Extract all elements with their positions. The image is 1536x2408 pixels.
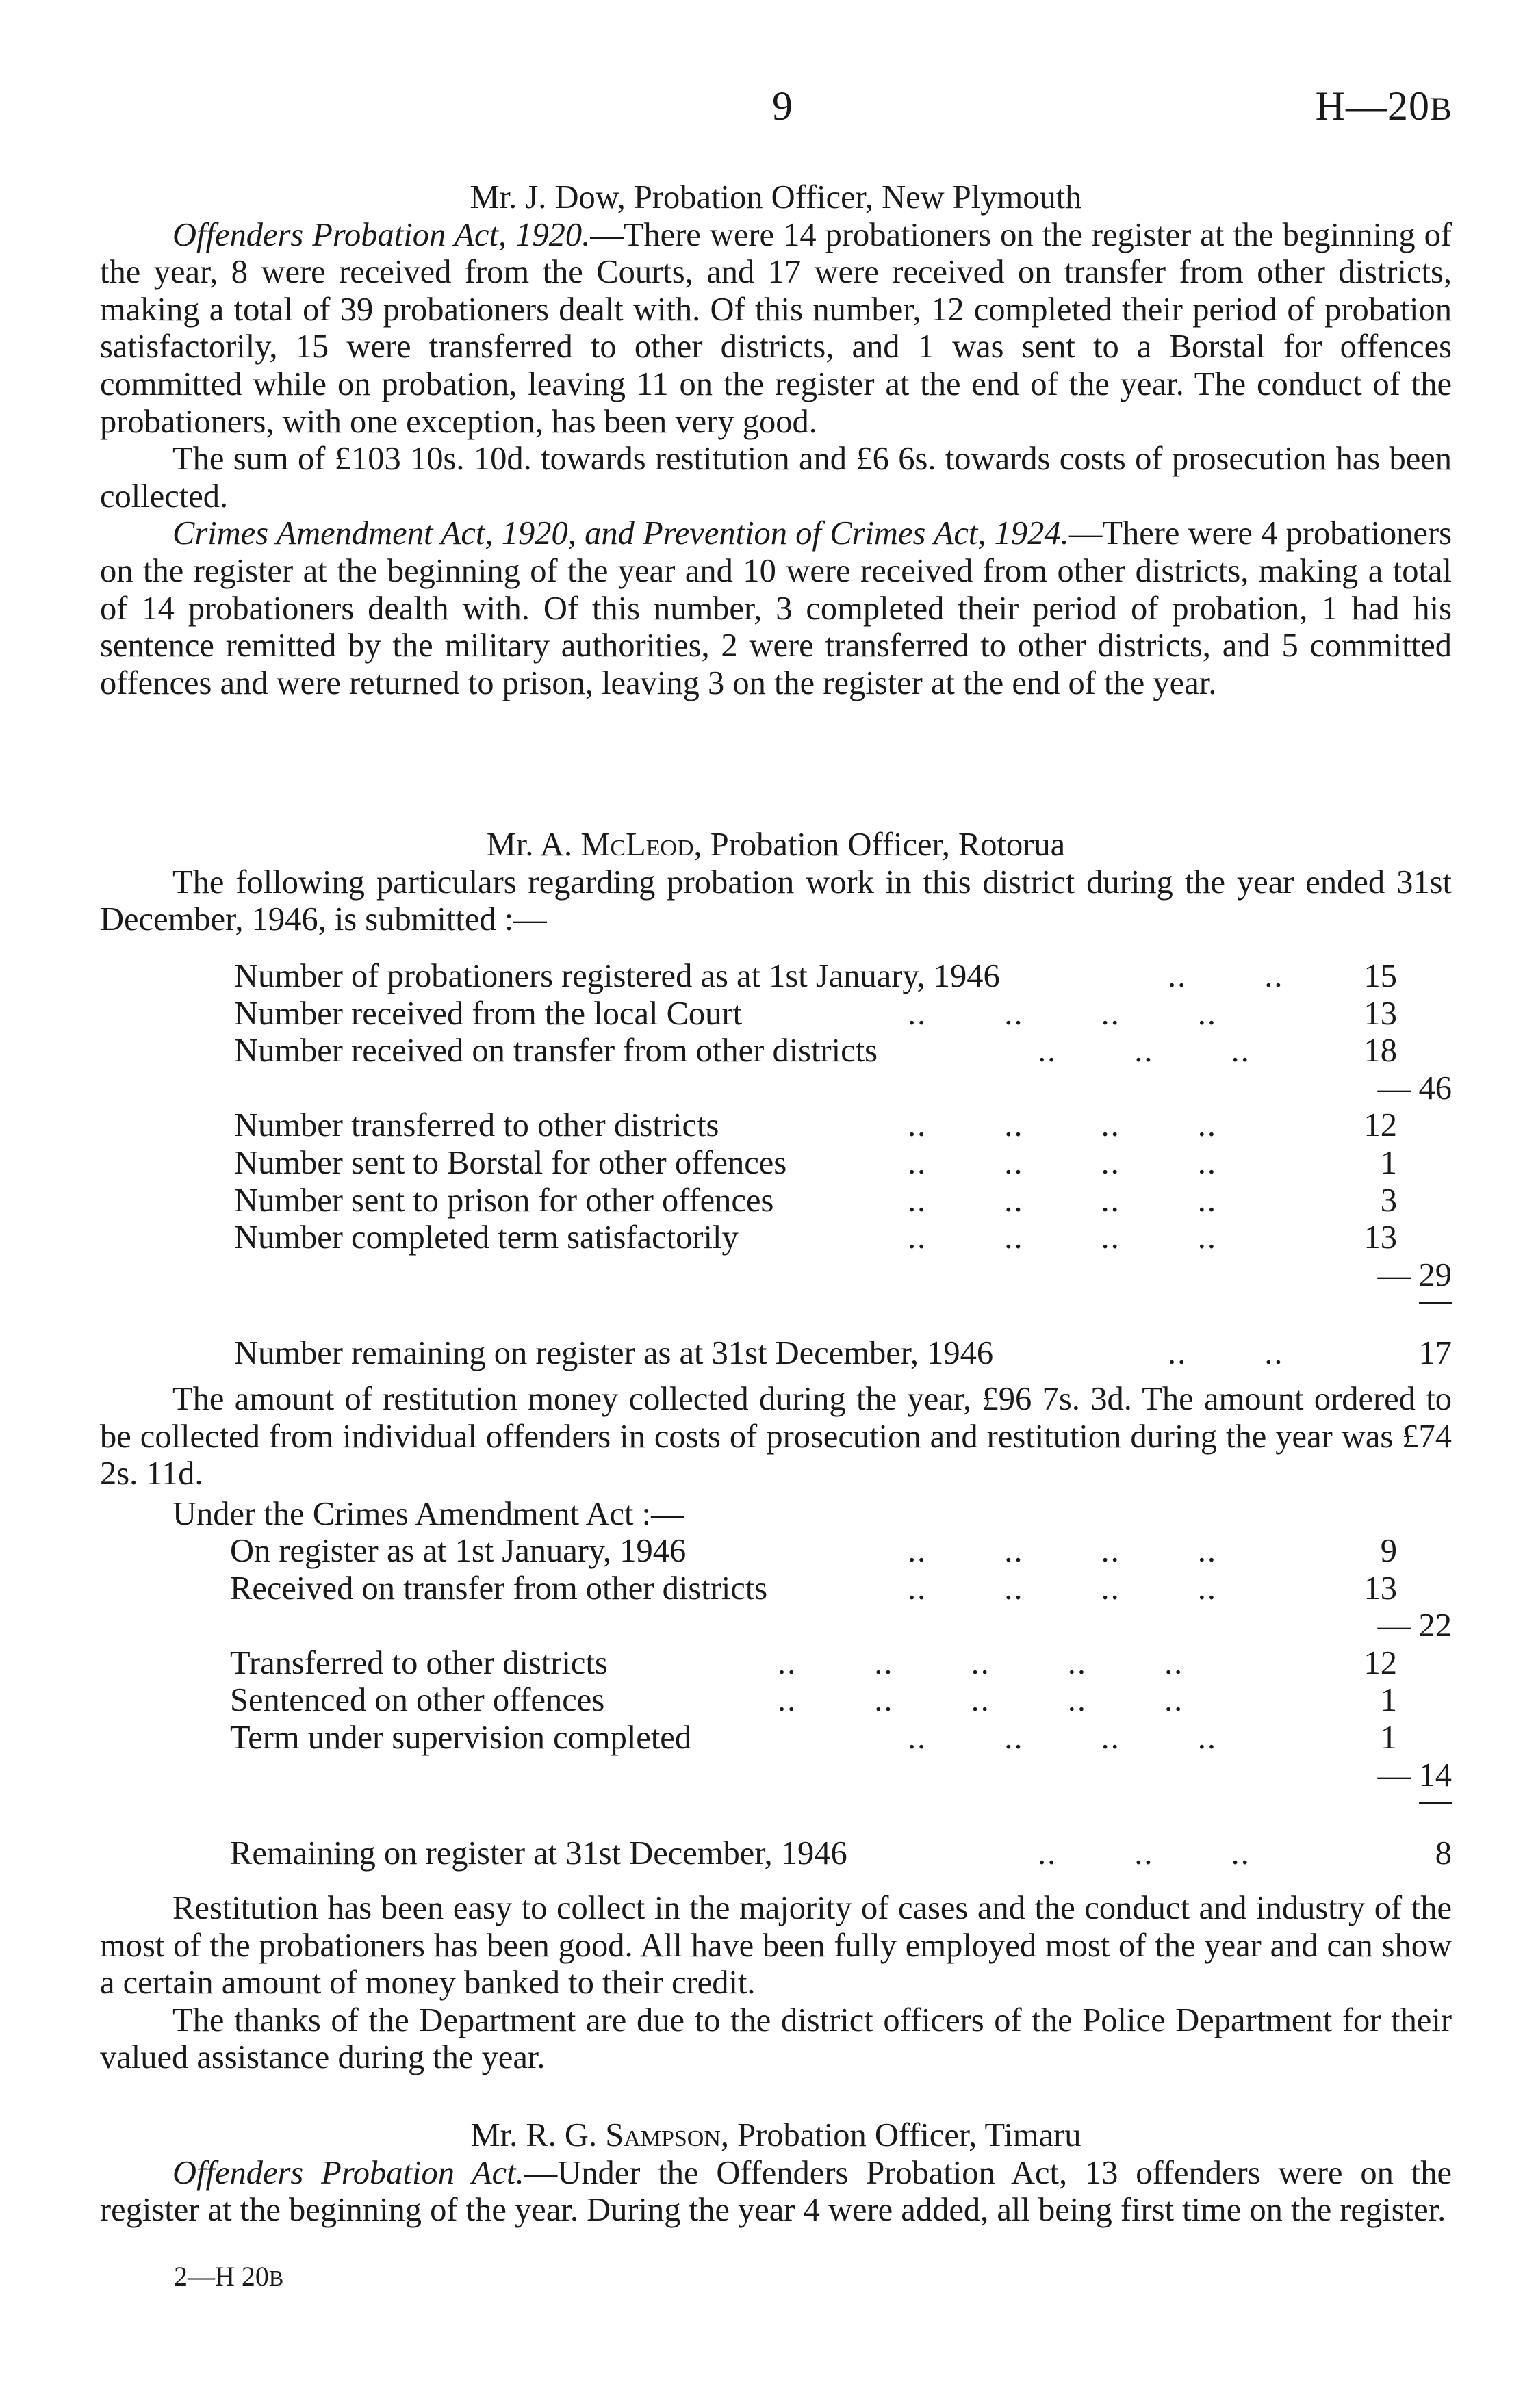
act-title: Offenders Probation Act. bbox=[172, 2154, 524, 2191]
row-label: Number sent to Borstal for other offences bbox=[234, 1144, 787, 1181]
page-number: 9 bbox=[772, 83, 793, 129]
row-value: 3 bbox=[1380, 1182, 1397, 1219]
heading-suffix: , Probation Officer, Rotorua bbox=[693, 827, 1066, 863]
paragraph-text: —Under the Offenders Probation Act, 13 offenders were on the register at the beginning of the year. During the year 4 were added, all being first time on the register. bbox=[100, 2154, 1452, 2229]
paragraph-dow-crimes-act bbox=[100, 515, 1452, 702]
table-row: Number received on transfer from other districts .. .. .. 18 bbox=[234, 1033, 1397, 1070]
officer-name: McLeod bbox=[580, 827, 694, 863]
table-row: Number sent to Borstal for other offences .. .. .. .. 1 bbox=[234, 1144, 1397, 1181]
subtotal-out: 29 bbox=[1418, 1256, 1452, 1293]
heading-prefix: Mr. A. bbox=[486, 827, 581, 863]
row-label: Number completed term satisfactorily bbox=[234, 1219, 739, 1256]
subtotal-in: 22 bbox=[1418, 1607, 1452, 1644]
footer-code-main: 2—H 20 bbox=[174, 2261, 269, 2292]
table-rule-row bbox=[100, 1794, 1452, 1835]
officer-name: Sampson bbox=[605, 2117, 721, 2153]
table-row: On register as at 1st January, 1946 .. .. .. .. 9 bbox=[230, 1533, 1397, 1569]
row-value: 18 bbox=[1364, 1033, 1397, 1070]
total-rule bbox=[1419, 1302, 1452, 1304]
paragraph-text: —There were 14 probationers on the register at the beginning of the year, 8 were received from the Courts, and 17 were received on transfer from other districts, making a total of 39 probationers dealt with. Of this number, 12 completed their period of probation satisfactorily, 15 were transferred to other districts, and 1 was sent to a Borstal for offences committed while on probation, leaving 11 on the register at the end of the year. The conduct of the probationers, with one exception, has been very good. bbox=[100, 216, 1452, 440]
table-row: Term under supervision completed .. .. .. .. 1 bbox=[230, 1719, 1397, 1756]
row-value: 1 bbox=[1380, 1719, 1397, 1756]
document-code-main: H—20 bbox=[1315, 83, 1430, 129]
footer-code-suffix: B bbox=[268, 2266, 284, 2290]
paragraph-text: —There were 4 probationers on the register at the beginning of the year and 10 were received from other districts, making a total of 14 probationers dealth with. Of this number, 3 completed their period of probation, 1 had his sentence remitted by the military authorities, 2 were transferred to other districts, and 5 committed offences and were returned to prison, leaving 3 on the register at the end of the year. bbox=[100, 515, 1452, 701]
section-mcleod-restitution bbox=[100, 1381, 1452, 1533]
paragraph-restitution: The amount of restitution money collected during the year, £96 7s. 3d. The amount ordered to be collected from individual offenders in costs of prosecution and restitution during the year was £74 2s. 11d. bbox=[100, 1381, 1452, 1492]
remaining-value: 8 bbox=[1435, 1835, 1452, 1872]
table-subtotal-row: — 14 bbox=[1377, 1757, 1452, 1794]
table-row: Number transferred to other districts .. .. .. .. 12 bbox=[234, 1107, 1397, 1144]
row-label: Sentenced on other offences bbox=[230, 1682, 605, 1719]
paragraph-conduct: Restitution has been easy to collect in the majority of cases and the conduct and industry of the most of the probationers has been good. All have been fully employed most of the year and can show a certain amount of money banked to their credit. bbox=[100, 1890, 1452, 2002]
row-label: Term under supervision completed bbox=[230, 1719, 692, 1756]
row-value: 13 bbox=[1364, 1219, 1397, 1256]
row-value: 13 bbox=[1364, 1570, 1397, 1607]
table-row: Number sent to prison for other offences .. .. .. .. 3 bbox=[234, 1182, 1397, 1219]
section-heading-sampson bbox=[100, 2117, 1452, 2155]
section-heading-mcleod bbox=[100, 827, 1452, 864]
section-heading-dow: Mr. J. Dow, Probation Officer, New Plymouth bbox=[470, 179, 1082, 216]
remaining-label: Remaining on register at 31st December, 1946 bbox=[230, 1835, 847, 1872]
act-title: Offenders Probation Act, 1920. bbox=[172, 216, 591, 253]
row-value: 12 bbox=[1364, 1644, 1397, 1681]
row-value: 12 bbox=[1364, 1107, 1397, 1144]
heading-prefix: Mr. R. G. bbox=[470, 2117, 606, 2153]
remaining-label: Number remaining on register as at 31st December, 1946 bbox=[234, 1335, 994, 1372]
crimes-act-heading: Under the Crimes Amendment Act :— bbox=[172, 1495, 684, 1532]
row-value: 1 bbox=[1380, 1682, 1397, 1719]
heading-suffix: , Probation Officer, Timaru bbox=[720, 2117, 1081, 2153]
table-subtotal-row: — 22 bbox=[1377, 1607, 1452, 1644]
table-subtotal-row: — 46 bbox=[1377, 1070, 1452, 1106]
table-row: Number of probationers registered as at 1st January, 1946 .. .. 15 bbox=[234, 958, 1397, 994]
subtotal-out: 14 bbox=[1418, 1757, 1452, 1794]
document-code-suffix: B bbox=[1429, 91, 1452, 127]
row-value: 13 bbox=[1364, 995, 1397, 1032]
table-row: Number completed term satisfactorily .. .. .. .. 13 bbox=[234, 1219, 1397, 1256]
table-row: Transferred to other districts .. .. .. .. .. 12 bbox=[230, 1644, 1397, 1681]
paragraph-sampson-offenders-act bbox=[100, 2155, 1452, 2229]
paragraph-thanks: The thanks of the Department are due to the district officers of the Police Department for their valued assistance during the year. bbox=[100, 2002, 1452, 2076]
act-title: Crimes Amendment Act, 1920, and Prevention of Crimes Act, 1924. bbox=[172, 515, 1069, 552]
table-row: Sentenced on other offences .. .. .. .. .. 1 bbox=[230, 1682, 1397, 1719]
section-mcleod-conclusion bbox=[100, 1890, 1452, 2077]
table-total-row: Number remaining on register as at 31st December, 1946 .. .. 17 bbox=[234, 1335, 1452, 1372]
section-mcleod bbox=[100, 827, 1452, 939]
row-label: Number received from the local Court bbox=[234, 995, 743, 1032]
subtotal-in: 46 bbox=[1418, 1070, 1452, 1106]
row-label: Received on transfer from other districts bbox=[230, 1570, 768, 1607]
row-value: 9 bbox=[1380, 1533, 1397, 1569]
row-value: 15 bbox=[1364, 958, 1397, 994]
paragraph-dow-offenders-act bbox=[100, 217, 1452, 441]
remaining-value: 17 bbox=[1418, 1335, 1452, 1372]
document-code bbox=[1316, 82, 1452, 133]
row-label: On register as at 1st January, 1946 bbox=[230, 1533, 687, 1569]
row-label: Number received on transfer from other districts bbox=[234, 1033, 878, 1070]
table-row: Received on transfer from other districts .. .. .. .. 13 bbox=[230, 1570, 1397, 1607]
table-subtotal-row: — 29 bbox=[1377, 1256, 1452, 1293]
footer-code bbox=[174, 2260, 283, 2294]
paragraph-dow-sum: The sum of £103 10s. 10d. towards restitution and £6 6s. towards costs of prosecution has been collected. bbox=[100, 441, 1452, 515]
row-value: 1 bbox=[1380, 1144, 1397, 1181]
row-label: Number transferred to other districts bbox=[234, 1107, 719, 1144]
row-label: Transferred to other districts bbox=[230, 1644, 608, 1681]
table-row: Number received from the local Court .. .. .. .. 13 bbox=[234, 995, 1397, 1032]
table-total-row: Remaining on register at 31st December, 1946 .. .. .. 8 bbox=[230, 1835, 1452, 1872]
row-label: Number of probationers registered as at 1st January, 1946 bbox=[234, 958, 1000, 994]
total-rule bbox=[1419, 1802, 1452, 1804]
table-rule-row bbox=[100, 1294, 1452, 1335]
paragraph-mcleod-intro: The following particulars regarding probation work in this district during the year ended 31st December, 1946, is submitted :— bbox=[100, 864, 1452, 938]
section-dow bbox=[100, 179, 1452, 702]
section-sampson bbox=[100, 2117, 1452, 2229]
row-label: Number sent to prison for other offences bbox=[234, 1182, 774, 1219]
